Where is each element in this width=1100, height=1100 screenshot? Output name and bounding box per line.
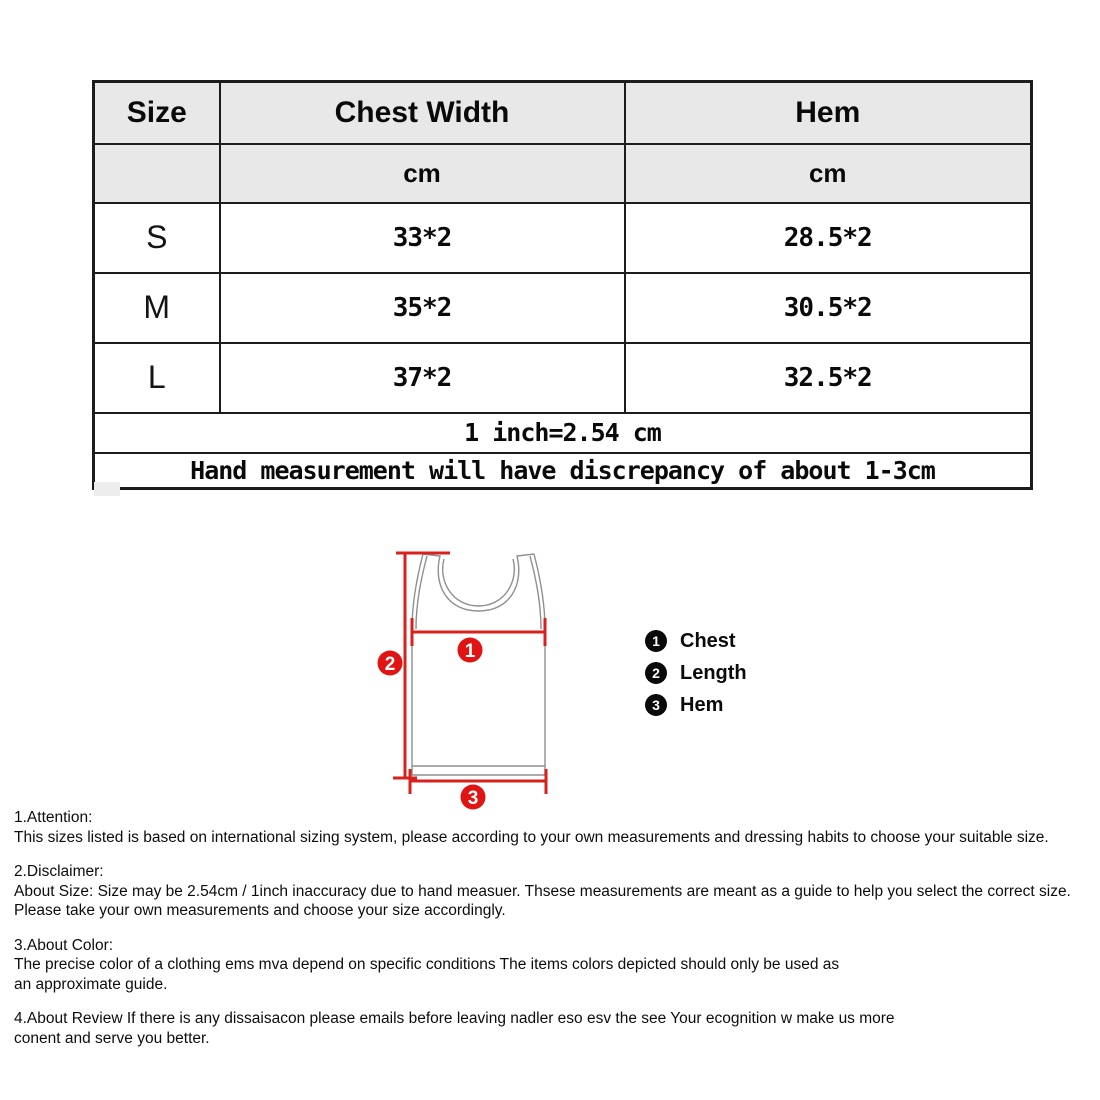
- column-header-hem: Hem: [625, 82, 1032, 144]
- notes-block: [14, 808, 1092, 1063]
- legend-label-chest: Chest: [680, 629, 736, 652]
- table-row-m: [94, 273, 1032, 343]
- about-color-title: 3.About Color:: [14, 936, 114, 954]
- about-color-line-2: an approximate guide.: [14, 975, 168, 993]
- inch-conversion-note: 1 inch=2.54 cm: [94, 413, 1032, 453]
- legend-label-length: Length: [680, 661, 747, 684]
- disclaimer-line-1: About Size: Size may be 2.54cm / 1inch inaccuracy due to hand measuer. Thsese measurements are meant as a guide to help you select the correct size.: [14, 882, 1071, 900]
- about-review-line-1: 4.About Review If there is any dissaisacon please emails before leaving nadler eso esv the see Your ecognition w make us more: [14, 1010, 895, 1027]
- about-color-line-1: The precise color of a clothing ems mva depend on specific conditions The items colors depicted should only be used as: [14, 956, 840, 973]
- table-unit-row: [94, 144, 1032, 203]
- hem-value-l: 32.5*2: [625, 343, 1032, 413]
- legend-item-hem: [645, 689, 747, 721]
- hem-value-s: 28.5*2: [625, 203, 1032, 273]
- table-conversion-row: [94, 413, 1032, 453]
- attention-title: 1.Attention:: [14, 809, 93, 826]
- hem-value-m: 30.5*2: [625, 273, 1032, 343]
- column-header-size: Size: [94, 82, 220, 144]
- table-note-row: [94, 453, 1032, 489]
- legend-item-length: [645, 657, 747, 689]
- column-header-chest: Chest Width: [220, 82, 625, 144]
- chest-value-l: 37*2: [220, 343, 625, 413]
- circled-three-icon: 3: [645, 694, 667, 716]
- table-row-s: [94, 203, 1032, 273]
- unit-cell-hem: cm: [625, 144, 1032, 203]
- table-row-l: [94, 343, 1032, 413]
- size-label-s: S: [94, 203, 220, 273]
- disclaimer-line-2: Please take your own measurements and choose your size accordingly.: [14, 902, 506, 919]
- attention-section: [14, 808, 1092, 847]
- about-review-section: [14, 1009, 1092, 1048]
- tank-top-outline: [412, 554, 545, 775]
- scan-artifact: [94, 482, 120, 496]
- size-label-m: M: [94, 273, 220, 343]
- circled-one-icon: 1: [645, 630, 667, 652]
- unit-cell-chest: cm: [220, 144, 625, 203]
- circled-two-icon: 2: [645, 662, 667, 684]
- table-header-row: [94, 82, 1032, 144]
- length-marker-number: 2: [384, 654, 396, 675]
- hem-marker-number: 3: [467, 788, 479, 809]
- about-color-section: [14, 936, 1092, 995]
- diagram-legend: [645, 625, 747, 721]
- about-review-line-2: conent and serve you better.: [14, 1029, 210, 1047]
- legend-item-chest: [645, 625, 747, 657]
- legend-label-hem: Hem: [680, 693, 724, 716]
- size-label-l: L: [94, 343, 220, 413]
- chest-marker-number: 1: [464, 641, 476, 662]
- disclaimer-title: 2.Disclaimer:: [14, 863, 104, 880]
- disclaimer-section: [14, 862, 1092, 921]
- unit-cell-empty: [94, 144, 220, 203]
- size-chart-table: [92, 80, 1033, 490]
- attention-line-1: This sizes listed is based on international sizing system, please according to your own measurements and dressing habits to choose your suitable size.: [14, 828, 1049, 846]
- hand-measurement-note: Hand measurement will have discrepancy of about 1-3cm: [94, 453, 1032, 489]
- chest-value-m: 35*2: [220, 273, 625, 343]
- chest-value-s: 33*2: [220, 203, 625, 273]
